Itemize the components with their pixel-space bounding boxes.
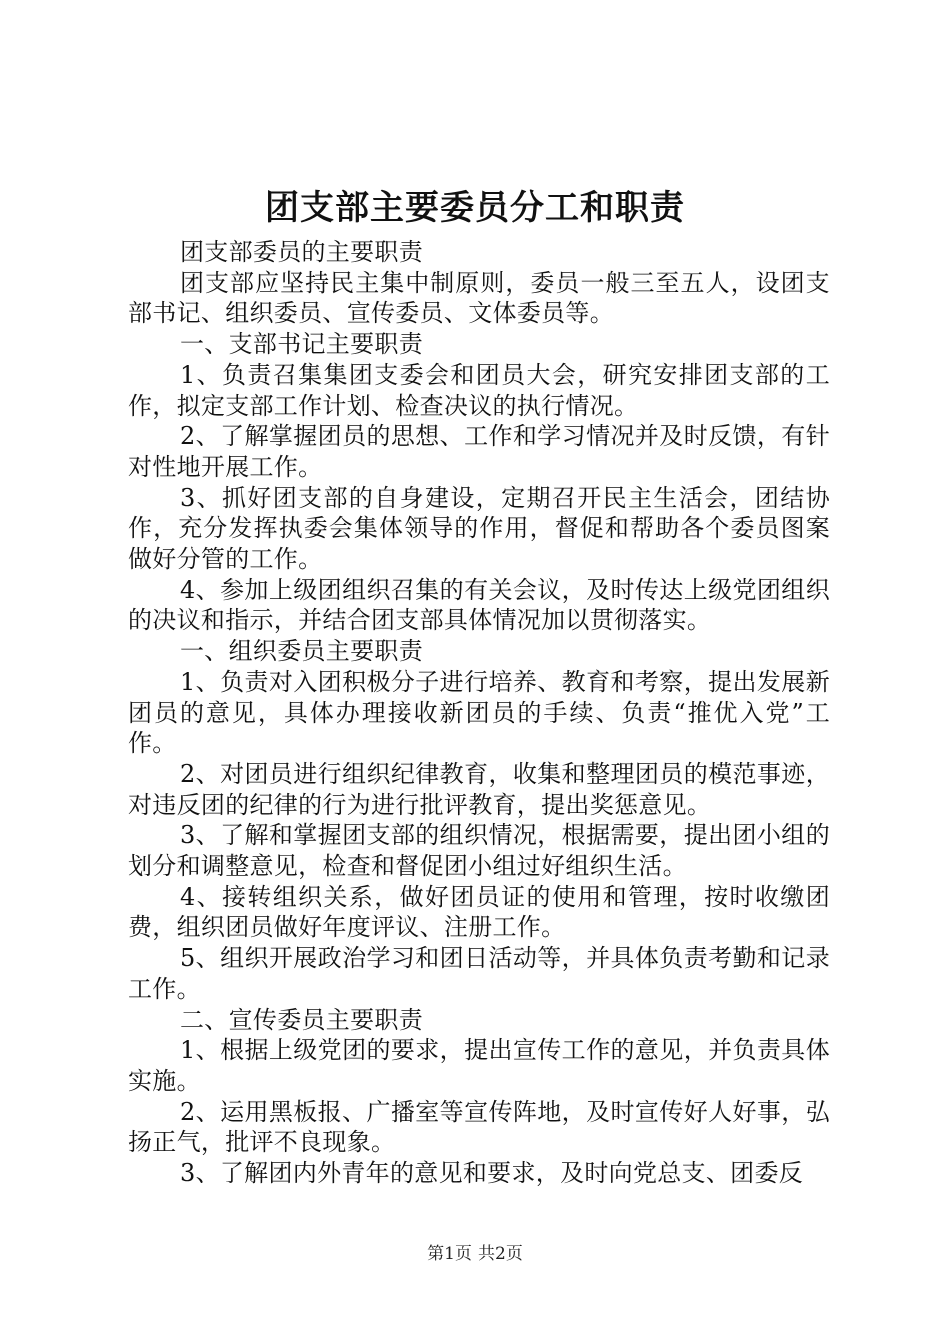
- paragraph: 3、抓好团支部的自身建设，定期召开民主生活会，团结协作，充分发挥执委会集体领导的作用，督促和帮助各个委员图案做好分管的工作。: [128, 483, 830, 574]
- paragraph: 3、了解和掌握团支部的组织情况，根据需要，提出团小组的划分和调整意见，检查和督促团小组过好组织生活。: [128, 821, 830, 881]
- section-heading: 一、组织委员主要职责: [180, 637, 423, 666]
- page-footer: [0, 1242, 950, 1266]
- paragraph: 2、对团员进行组织纪律教育，收集和整理团员的模范事迹，对违反团的纪律的行为进行批评教育，提出奖惩意见。: [128, 759, 830, 819]
- paragraph: 5、组织开展政治学习和团日活动等，并具体负责考勤和记录工作。: [128, 944, 830, 1003]
- paragraph: 1、根据上级党团的要求，提出宣传工作的意见，并负责具体实施。: [128, 1036, 830, 1095]
- section-heading: 一、支部书记主要职责: [180, 330, 423, 359]
- page-total: 共2页: [478, 1244, 523, 1264]
- paragraph: 团支部应坚持民主集中制原则，委员一般三至五人，设团支部书记、组织委员、宣传委员、文体委员等。: [128, 268, 830, 328]
- section-heading: 二、宣传委员主要职责: [180, 1005, 423, 1034]
- paragraph: 4、接转组织关系，做好团员证的使用和管理，按时收缴团费，组织团员做好年度评议、注册工作。: [128, 882, 830, 942]
- document-body: [128, 237, 830, 1189]
- paragraph: 1、负责对入团积极分子进行培养、教育和考察，提出发展新团员的意见，具体办理接收新团员的手续、负责“推优入党”工作。: [128, 667, 830, 758]
- paragraph: 2、运用黑板报、广播室等宣传阵地，及时宣传好人好事，弘扬正气，批评不良现象。: [128, 1097, 830, 1157]
- paragraph: 1、负责召集集团支委会和团员大会，研究安排团支部的工作，拟定支部工作计划、检查决议的执行情况。: [128, 360, 830, 420]
- page-number: 第1页: [427, 1244, 472, 1264]
- paragraph: 2、了解掌握团员的思想、工作和学习情况并及时反馈，有针对性地开展工作。: [128, 422, 830, 481]
- paragraph: 团支部委员的主要职责: [180, 238, 423, 266]
- document-title: 团支部主要委员分工和职责: [265, 188, 685, 228]
- paragraph: 4、参加上级团组织召集的有关会议，及时传达上级党团组织的决议和指示，并结合团支部具体情况加以贯彻落实。: [128, 575, 830, 635]
- paragraph: 3、了解团内外青年的意见和要求，及时向党总支、团委反: [180, 1159, 804, 1188]
